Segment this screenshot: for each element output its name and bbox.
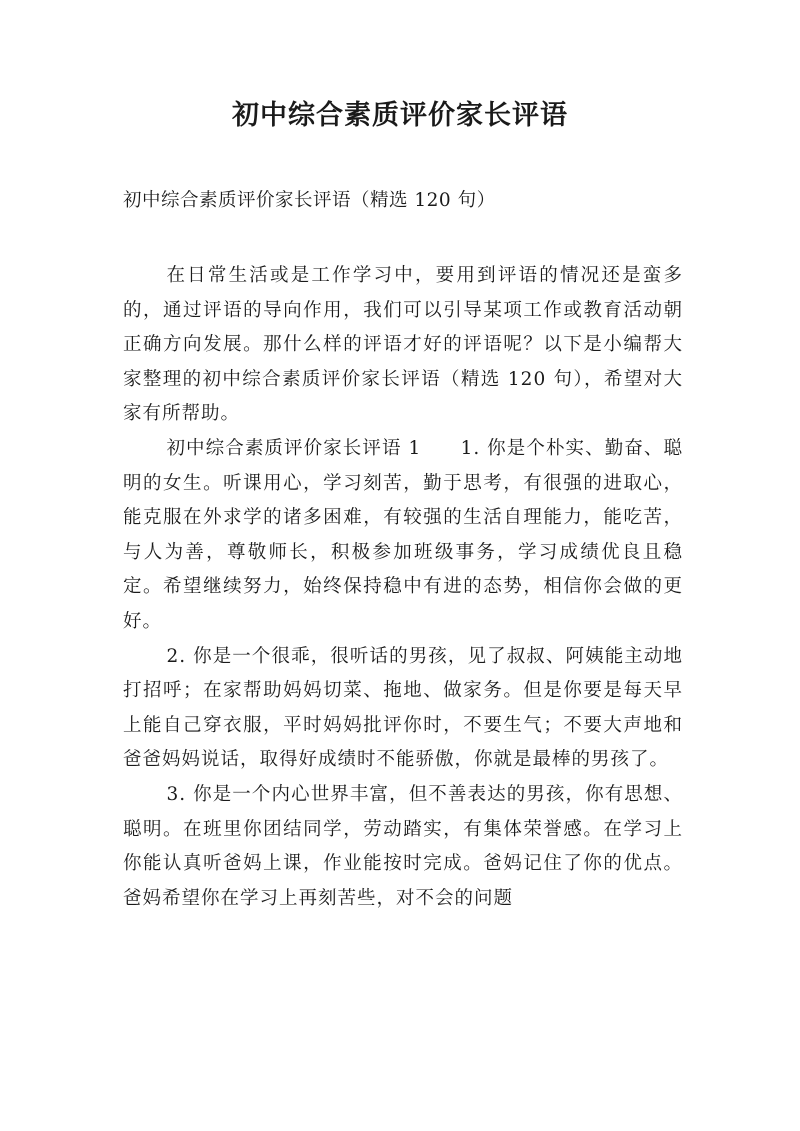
comment-paragraph-2: 2. 你是一个很乖，很听话的男孩，见了叔叔、阿姨能主动地打招呼；在家帮助妈妈切菜、拖地、做家务。但是你要是每天早上能自己穿衣服，平时妈妈批评你时，不要生气；不要大声地和爸爸妈妈说话，取得好成绩时不能骄傲，你就是最棒的男孩了。 xyxy=(123,645,683,771)
intro-paragraph: 在日常生活或是工作学习中，要用到评语的情况还是蛮多的，通过评语的导向作用，我们可以引导某项工作或教育活动朝正确方向发展。那什么样的评语才好的评语呢？以下是小编帮大家整理的初中综合素质评价家长评语（精选 120 句），希望对大家有所帮助。 xyxy=(123,265,683,425)
document-subtitle: 初中综合素质评价家长评语（精选 120 句） xyxy=(123,190,496,211)
comment-paragraph-1: 初中综合素质评价家长评语 1 1. 你是个朴实、勤奋、聪明的女生。听课用心，学习刻苦，勤于思考，有很强的进取心，能克服在外求学的诸多困难，有较强的生活自理能力，能吃苦，与人为善，尊敬师长，积极参加班级事务，学习成绩优良且稳定。希望继续努力，始终保持稳中有进的态势，相信你会做的更好。 xyxy=(123,437,683,632)
document-body xyxy=(123,259,683,916)
document-title: 初中综合素质评价家长评语 xyxy=(232,100,568,131)
comment-paragraph-3: 3. 你是一个内心世界丰富，但不善表达的男孩，你有思想、聪明。在班里你团结同学，劳动踏实，有集体荣誉感。在学习上你能认真听爸妈上课，作业能按时完成。爸妈记住了你的优点。爸妈希望你在学习上再刻苦些，对不会的问题 xyxy=(123,783,683,909)
